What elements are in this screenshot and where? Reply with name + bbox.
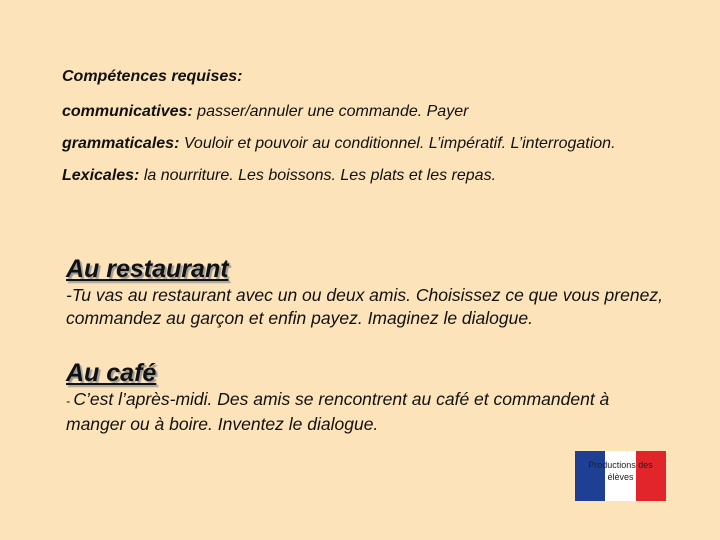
competence-label: Lexicales: — [62, 167, 140, 184]
productions-flag-button[interactable] — [575, 451, 666, 501]
restaurant-title: Au restaurant — [66, 255, 229, 283]
cafe-title: Au café — [66, 359, 157, 387]
competence-label: grammaticales: — [62, 135, 180, 152]
cafe-dash: - — [66, 394, 74, 408]
competence-text: la nourriture. Les boissons. Les plats et les repas. — [139, 167, 497, 184]
competences-block — [62, 66, 622, 197]
cafe-instructions-text: C’est l’après-midi. Des amis se rencontrent au café et commandent à manger ou à boire. Inventez le dialogue. — [66, 389, 610, 434]
restaurant-section — [66, 254, 666, 330]
competence-item-grammaticales — [62, 133, 622, 154]
competence-text: Vouloir et pouvoir au conditionnel. L’impératif. L’interrogation. — [179, 135, 616, 152]
cafe-section — [66, 358, 666, 436]
competences-title: Compétences requises: — [62, 68, 243, 85]
competence-item-lexicales — [62, 165, 622, 186]
competence-label: communicatives: — [62, 103, 193, 120]
productions-label: Productions des élèves — [588, 460, 653, 482]
restaurant-instructions: -Tu vas au restaurant avec un ou deux amis. Choisissez ce que vous prenez, commandez au garçon et enfin payez. Imaginez le dialogue. — [66, 285, 663, 328]
competence-item-communicatives — [62, 101, 622, 122]
competence-text: passer/annuler une commande. Payer — [192, 103, 469, 120]
cafe-instructions — [66, 388, 666, 436]
